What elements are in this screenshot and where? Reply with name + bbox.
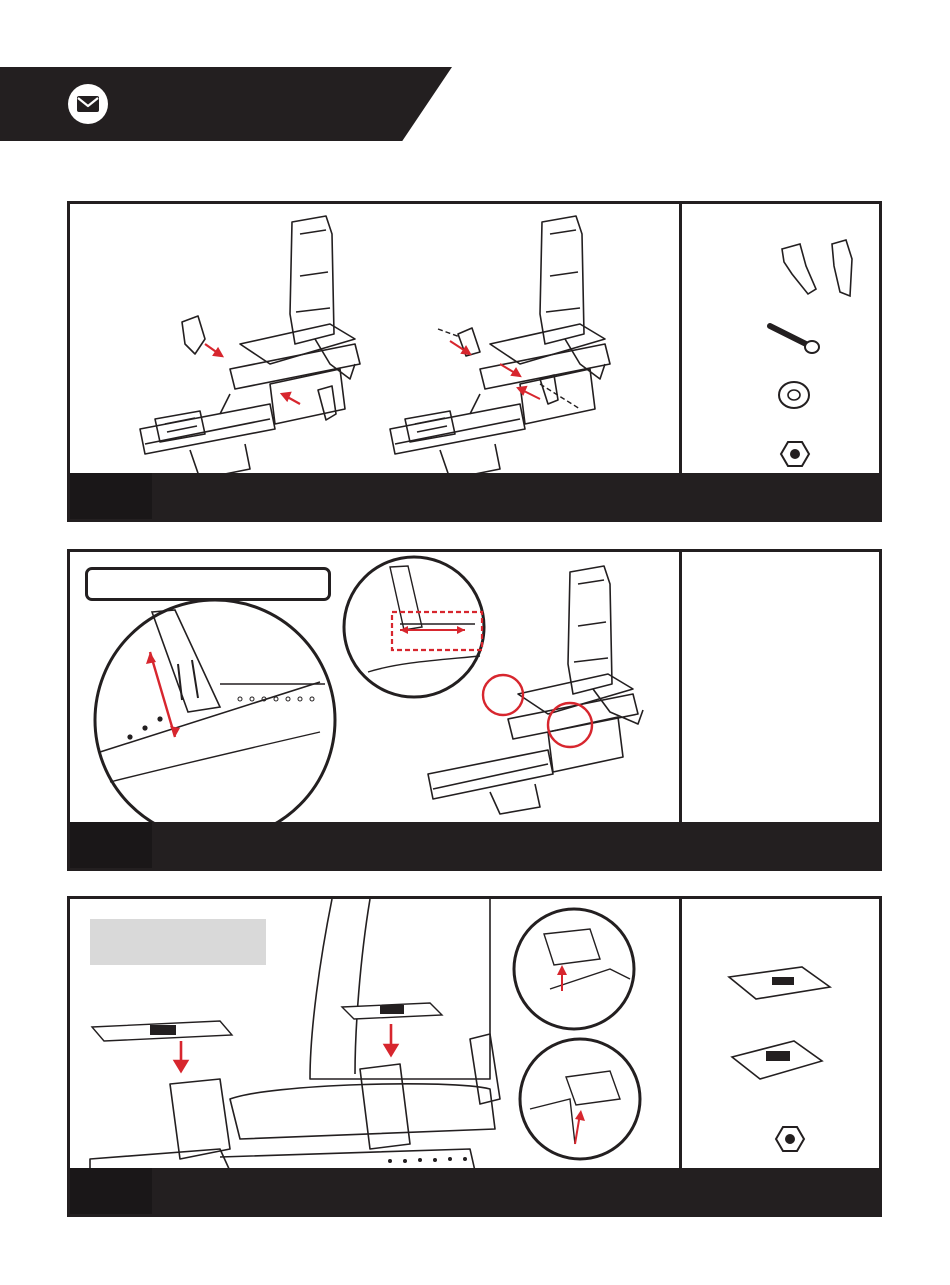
step-caption	[166, 1168, 865, 1214]
parts-list-3	[679, 899, 879, 1171]
detail-label-box	[85, 567, 331, 601]
step-caption	[166, 822, 865, 868]
highlight-circle-left	[483, 675, 523, 715]
step-footer-2	[70, 822, 879, 868]
parts-icons-1	[682, 204, 879, 476]
step-footer-1	[70, 473, 879, 519]
parts-list-1	[679, 204, 879, 476]
plate-large-icon	[729, 967, 830, 999]
rail-holes-step3	[388, 1157, 467, 1163]
washer-icon	[779, 382, 809, 408]
step-panel-3	[67, 896, 882, 1217]
detail-circle-small	[344, 557, 484, 697]
step-number	[70, 822, 152, 868]
plate-small-icon	[732, 1041, 822, 1079]
step-caption	[166, 473, 865, 519]
step-number	[70, 1168, 152, 1214]
bracket-icon	[782, 240, 852, 296]
step-footer-3	[70, 1168, 879, 1214]
lock-nut-icon	[776, 1127, 804, 1151]
seat-assembly-illustration	[70, 204, 682, 476]
envelope-icon	[67, 83, 109, 125]
step-number	[70, 473, 152, 519]
bolt-icon	[770, 326, 819, 353]
parts-list-2	[679, 552, 879, 825]
plate-left-drawing	[92, 1021, 232, 1041]
seat-drawing-left	[140, 216, 360, 476]
parts-icons-3	[682, 899, 879, 1171]
detail-circle-bottom	[520, 1039, 640, 1159]
grey-label-box	[90, 919, 266, 965]
detail-circle-large	[95, 600, 335, 825]
step-panel-1	[67, 201, 882, 522]
seat-drawing-right	[390, 216, 610, 476]
detail-circle-top	[514, 909, 634, 1029]
lock-nut-icon	[781, 442, 809, 466]
red-arrows-right	[450, 341, 540, 399]
step-panel-2	[67, 549, 882, 871]
